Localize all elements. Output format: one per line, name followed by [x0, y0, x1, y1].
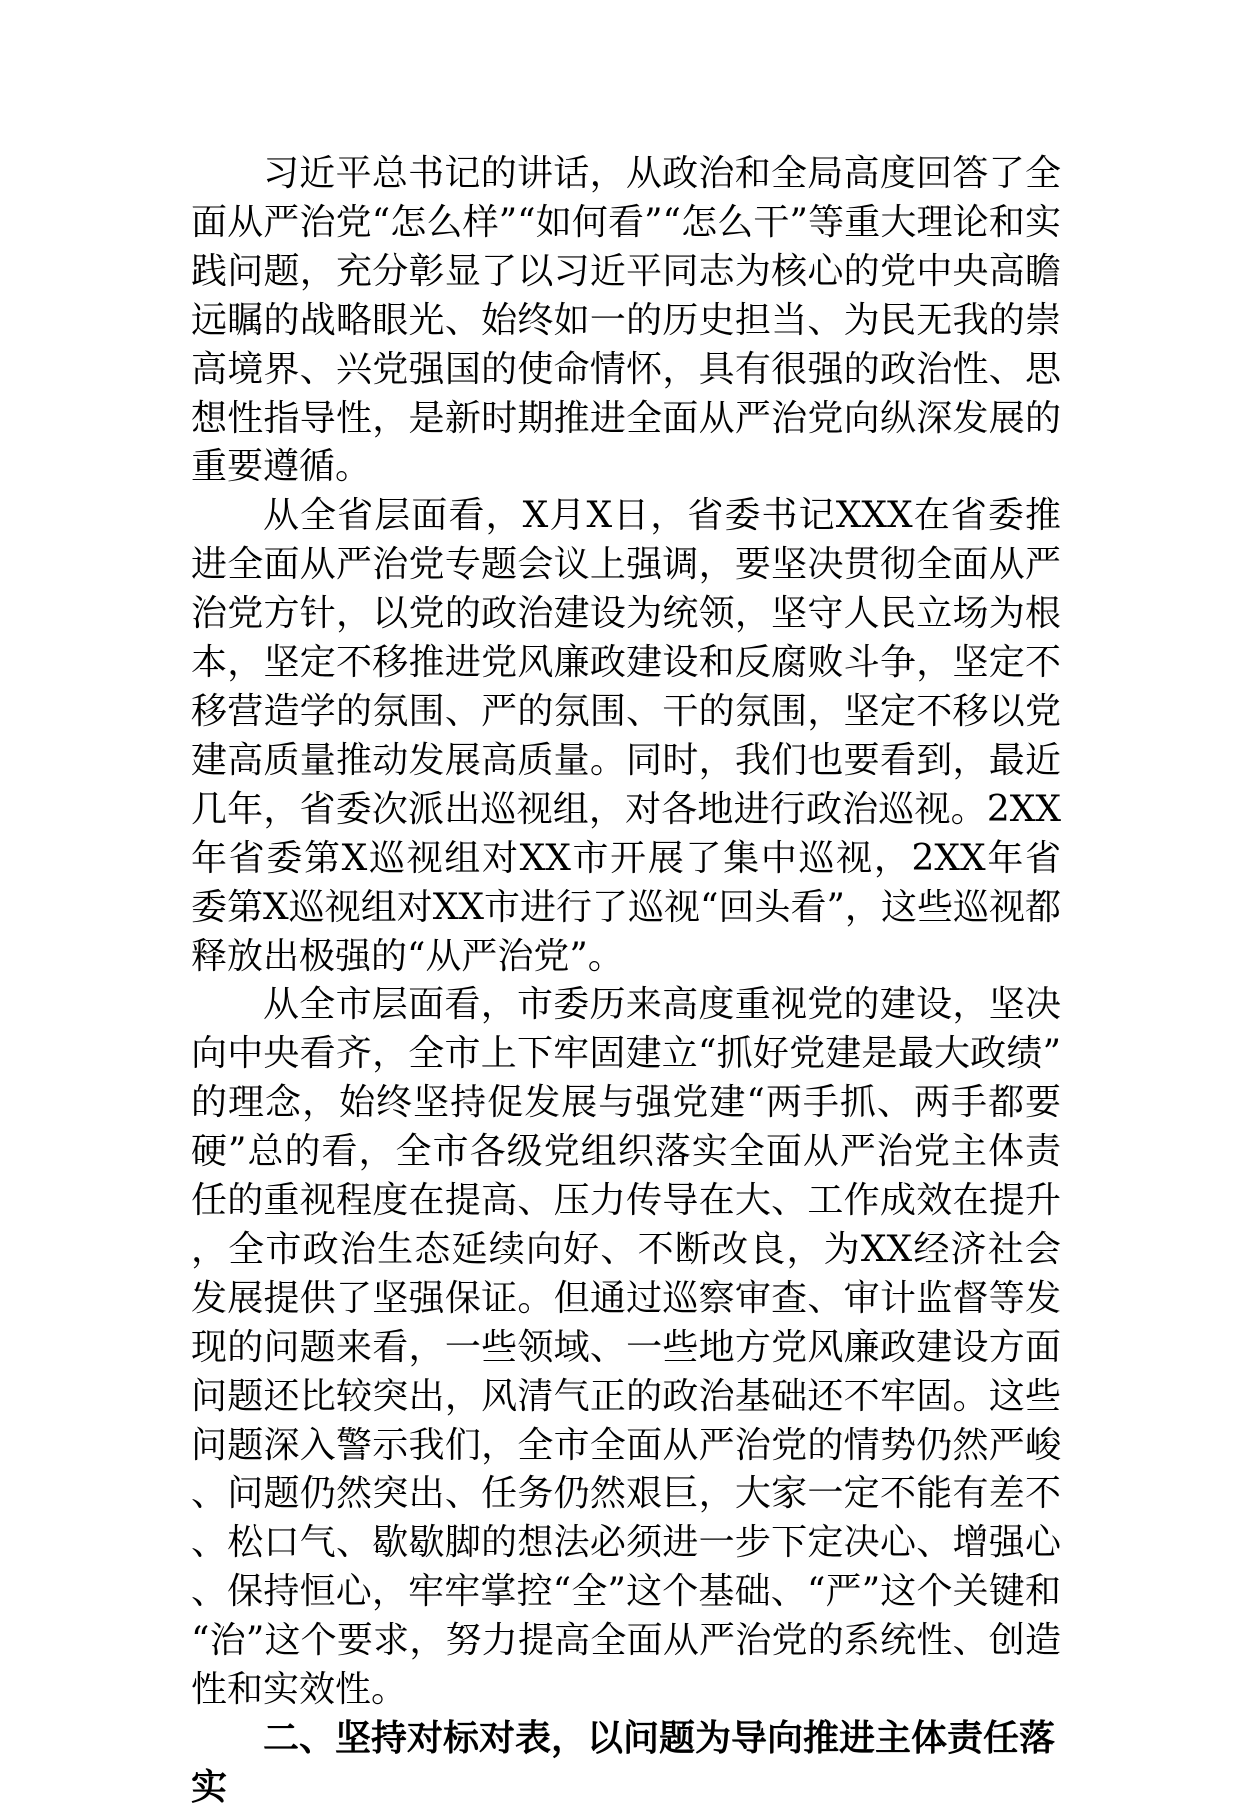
- section-heading: 二、坚持对标对表，以问题为导向推进主体责任落实: [191, 1718, 1056, 1808]
- paragraph-3: 从全市层面看，市委历来高度重视党的建设，坚决向中央看齐，全市上下牢固建立“抓好党建是最大政绩”的理念，始终坚持促发展与强党建“两手抓、两手都要硬”总的看，全市各级党组织落实全面从严治党主体责任的重视程度在提高、压力传导在大、工作成效在提升，全市政治生态延续向好、不断改良，为XX经济社会发展提供了坚强保证。但通过巡察审查、审计监督等发现的问题来看，一些领域、一些地方党风廉政建设方面问题还比较突出，风清气正的政治基础还不牢固。这些问题深入警示我们，全市全面从严治党的情势仍然严峻、问题仍然突出、任务仍然艰巨，大家一定不能有差不、松口气、歇歇脚的想法必须进一步下定决心、增强心、保持恒心，牢牢掌控“全”这个基础、“严”这个关键和“治”这个要求，努力提高全面从严治党的系统性、创造性和实效性。: [191, 984, 1061, 1711]
- paragraph-1: 习近平总书记的讲话，从政治和全局高度回答了全面从严治党“怎么样”“如何看”“怎么干”等重大理论和实践问题，充分彰显了以习近平同志为核心的党中央高瞻远瞩的战略眼光、始终如一的历史担当、为民无我的崇高境界、兴党强国的使命情怀，具有很强的政治性、思想性指导性，是新时期推进全面从严治党向纵深发展的重要遵循。: [191, 153, 1061, 488]
- paragraph-2: 从全省层面看，X月X日，省委书记XXX在省委推进全面从严治党专题会议上强调，要坚决贯彻全面从严治党方针，以党的政治建设为统领，坚守人民立场为根本，坚定不移推进党风廉政建设和反腐败斗争，坚定不移营造学的氛围、严的氛围、干的氛围，坚定不移以党建高质量推动发展高质量。同时，我们也要看到，最近几年，省委次派出巡视组，对各地进行政治巡视。2XX年省委第X巡视组对XX市开展了集中巡视，2XX年省委第X巡视组对XX市进行了巡视“回头看”，这些巡视都释放出极强的“从严治党”。: [191, 495, 1061, 977]
- document-body: [191, 150, 1061, 1813]
